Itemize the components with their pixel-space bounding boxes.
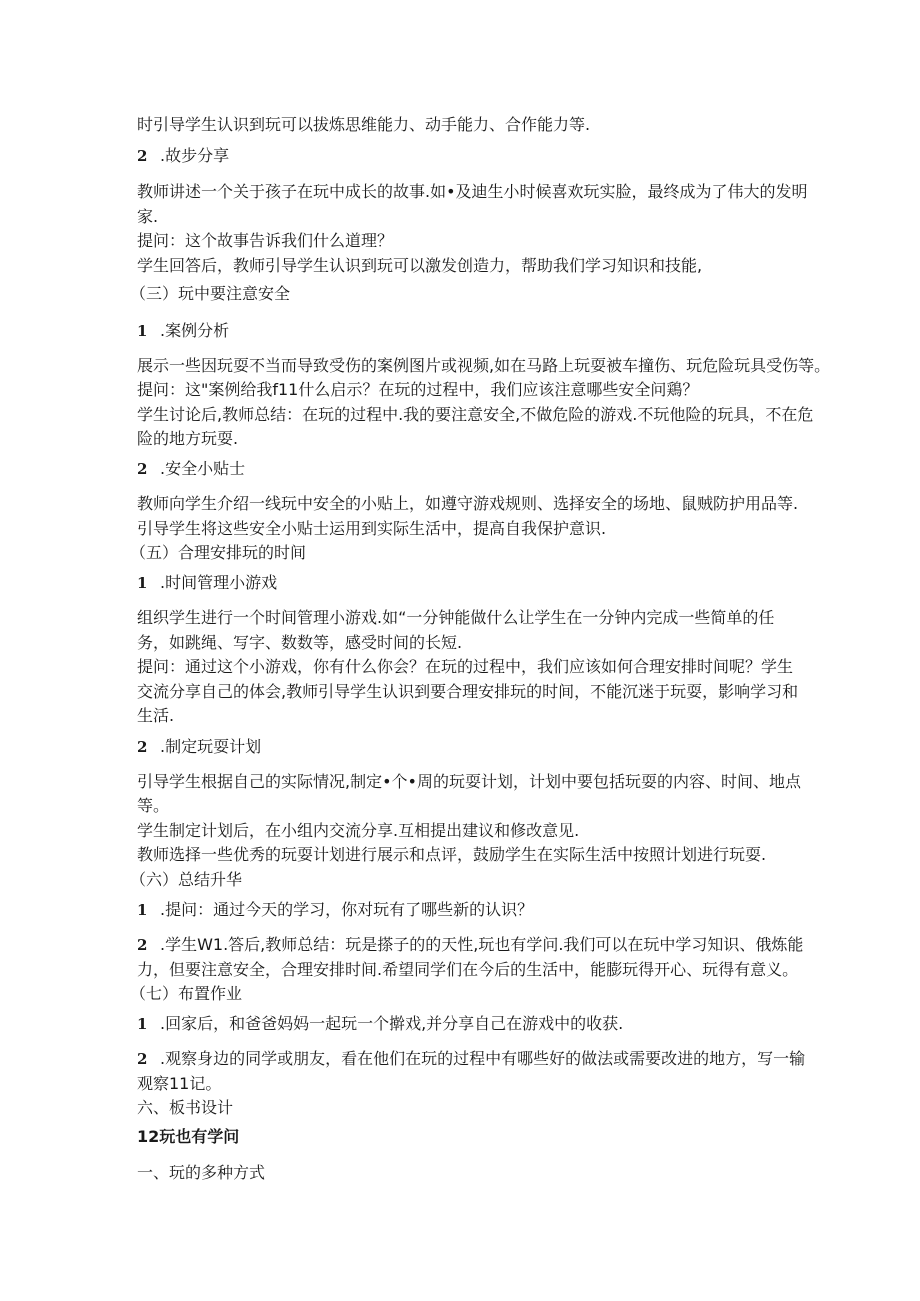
paragraph-line: 交流分享自己的体会,教师引导学生认识到要合理安排玩的时间，不能沉迷于玩耍，影响学习和 [137, 682, 799, 701]
paragraph-line: 险的地方玩耍. [137, 429, 239, 448]
paragraph-line: 观察11记。 [137, 1074, 222, 1093]
paragraph-line: 引导学生根据自己的实际情况,制定•个•周的玩耍计划，计划中要包括玩耍的内容、时间、地点 [137, 772, 801, 791]
section-heading: 一、玩的多种方式 [137, 1163, 266, 1182]
section-heading: （五）合理安排玩的时间 [130, 543, 307, 562]
section-heading: （七）布置作业 [130, 984, 243, 1003]
section-heading: （六）总结升华 [130, 870, 243, 889]
paragraph-line: .学生W1.答后,教师总结：玩是搽子的的天性,玩也有学问.我们可以在玩中学习知识、俄炼能 [160, 935, 804, 954]
paragraph-line: .观察身边的同学或朋友，看在他们在玩的过程中有哪些好的做法或需要改进的地方，写一输 [160, 1049, 806, 1068]
paragraph-line: 提问：通过这个小游戏，你有什么你会？在玩的过程中，我们应该如何合理安排时间呢？学生 [137, 657, 794, 676]
paragraph-line: 教师选择一些优秀的玩耍计划进行展示和点评，鼓励学生在实际生活中按照计划进行玩耍. [137, 845, 767, 864]
item-number: 1 [137, 1015, 148, 1033]
item-number: 2 [137, 738, 148, 756]
paragraph-line: 学生回答后，教师引导学生认识到玩可以激发创造力，帮助我们学习知识和技能, [137, 256, 703, 275]
item-number: 2 [137, 460, 148, 478]
section-heading: 六、板书设计 [137, 1098, 234, 1117]
subsection-heading: .安全小贴士 [160, 459, 246, 478]
paragraph-line: 展示一些因玩耍不当而导致受伤的案例图片或视频,如在马路上玩耍被车撞伤、玩危险玩具受伤等。 [137, 356, 831, 375]
paragraph-line: 提问：这个故事告诉我们什么道理？ [137, 231, 394, 250]
item-number: 2 [137, 1050, 148, 1068]
paragraph-line: 等。 [137, 796, 170, 815]
board-title [137, 1126, 239, 1148]
item-number: 2 [137, 147, 148, 165]
subsection-heading: .故步分享 [160, 146, 230, 165]
paragraph-line: 引导学生将这些安全小贴士运用到实际生活中，提高自我保护意识. [137, 519, 607, 538]
item-number: 1 [137, 322, 148, 340]
paragraph-line: 家. [137, 207, 159, 226]
item-number: 1 [137, 901, 148, 919]
item-number: 1 [137, 574, 148, 592]
paragraph-line: 力，但要注意安全，合理安排时间.希望同学们在今后的生活中，能膨玩得开心、玩得有意义。 [137, 960, 799, 979]
subsection-heading: .制定玩耍计划 [160, 737, 262, 756]
item-number: 2 [137, 936, 148, 954]
paragraph-line: 时引导学生认识到玩可以拔炼思维能力、动手能力、合作能力等. [137, 115, 591, 134]
subsection-heading: .案例分析 [160, 321, 230, 340]
paragraph-line: 学生讨论后,教师总结：在玩的过程中.我的要注意安全,不做危险的游戏.不玩他险的玩具，不在危 [137, 405, 814, 424]
paragraph-line: 教师向学生介绍一线玩中安全的小贴上，如遵守游戏规则、选择安全的场地、鼠贼防护用品等. [137, 494, 799, 513]
subsection-heading: .时间管理小游戏 [160, 573, 278, 592]
paragraph-line: 生活. [137, 706, 175, 725]
board-title-text: 12玩也有学问 [137, 1127, 240, 1146]
paragraph-line: 教师讲述一个关于孩子在玩中成长的故事.如•及迪生小时候喜欢玩实脸，最终成为了伟大的发明 [137, 182, 808, 201]
paragraph-line: 组织学生进行一个时间管理小游戏.如“一分钟能做什么让学生在一分钟内完成一些简单的任 [137, 608, 775, 627]
paragraph-line: .提问：通过今天的学习，你对玩有了哪些新的认识？ [160, 900, 534, 919]
paragraph-line: 提问：这"案例给我f11什么启示？在玩的过程中，我们应该注意哪些安全问鶏？ [137, 380, 699, 399]
paragraph-line: 务，如跳绳、写字、数数等，感受时间的长短. [137, 633, 463, 652]
paragraph-line: .回家后，和爸爸妈妈一起玩一个擀戏,并分享自己在游戏中的收获. [160, 1014, 624, 1033]
section-heading: （三）玩中要注意安全 [130, 284, 291, 303]
paragraph-line: 学生制定计划后，在小组内交流分享.互相提出建议和修改意见. [137, 821, 580, 840]
